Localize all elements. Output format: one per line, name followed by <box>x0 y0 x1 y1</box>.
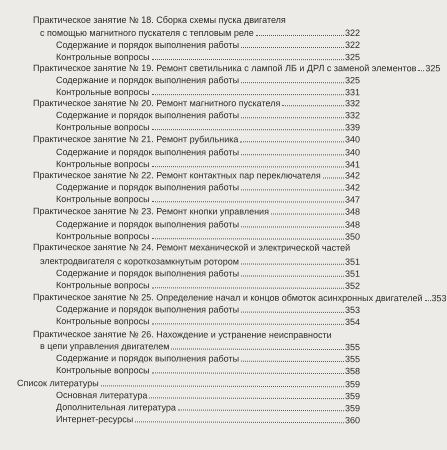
toc-entry-page: 348 <box>344 219 361 230</box>
toc-entry <box>33 329 332 341</box>
toc-entry <box>56 304 360 316</box>
dot-leader <box>178 409 344 412</box>
dot-leader <box>241 153 344 155</box>
toc-entry-title: Практическое занятие № 21. Ремонт рубильника <box>33 134 239 145</box>
dot-leader <box>241 311 344 313</box>
dot-leader <box>240 140 344 142</box>
toc-entry-page: 322 <box>344 28 361 39</box>
toc-entry-title: Основная литература <box>56 390 148 401</box>
toc-entry <box>40 28 360 39</box>
toc-entry-page: 351 <box>344 256 361 267</box>
toc-entry-page: 358 <box>344 366 361 377</box>
toc-entry-title: Контрольные вопросы <box>56 231 150 242</box>
dot-leader <box>152 237 344 239</box>
toc-entry-page: 342 <box>344 182 361 193</box>
toc-entry-page: 350 <box>344 231 361 242</box>
toc-entry <box>56 87 360 98</box>
toc-entry-page: 322 <box>344 40 361 51</box>
dot-leader <box>418 69 424 71</box>
dot-leader <box>241 263 344 265</box>
toc-entry-title: Содержание и порядок выполнения работы <box>56 353 240 364</box>
toc-entry <box>56 390 360 402</box>
toc-entry-title: Дополнительная литература <box>56 402 176 413</box>
toc-entry-title: электродвигателя с короткозамкнутым ротором <box>40 256 239 267</box>
dot-leader <box>256 34 344 36</box>
toc-entry-title: Практическое занятие № 18. Сборка схемы пуска двигателя <box>33 15 286 25</box>
toc-entry-title: Контрольные вопросы <box>56 316 150 327</box>
dot-leader <box>152 128 344 130</box>
dot-leader <box>241 81 344 83</box>
toc-entry <box>33 242 350 254</box>
dot-leader <box>171 347 344 350</box>
dot-leader <box>241 188 344 190</box>
toc-entry-page: 331 <box>344 87 361 98</box>
toc-entry-title: Содержание и порядок выполнения работы <box>56 304 240 315</box>
toc-entry-title: Практическое занятие № 26. Нахождение и устранение неисправности <box>33 329 332 340</box>
toc-entry-page: 340 <box>344 134 361 145</box>
toc-entry <box>56 147 360 158</box>
toc-entry-page: 325 <box>425 63 441 74</box>
toc-entry-title: Содержание и порядок выполнения работы <box>56 40 240 51</box>
toc-entry-page: 340 <box>344 147 361 158</box>
toc-entry-page: 325 <box>344 75 361 86</box>
toc-entry <box>33 170 360 182</box>
dot-leader <box>152 58 344 60</box>
toc-entry-title: Практическое занятие № 23. Ремонт кнопки управления <box>33 206 269 217</box>
toc-entry <box>56 231 360 243</box>
toc-entry <box>17 378 360 390</box>
dot-leader <box>241 116 344 118</box>
toc-entry <box>33 292 447 304</box>
toc-entry <box>33 206 360 218</box>
toc-entry-title: Практическое занятие № 22. Ремонт контактных пар переключателя <box>33 170 321 181</box>
toc-entry-title: Содержание и порядок выполнения работы <box>56 182 240 193</box>
toc-entry-title: Контрольные вопросы <box>56 52 150 63</box>
toc-entry-title: Контрольные вопросы <box>56 159 150 170</box>
dot-leader <box>152 200 344 202</box>
toc-entry-page: 339 <box>344 122 361 133</box>
toc-entry <box>56 194 360 206</box>
toc-entry-title: Содержание и порядок выполнения работы <box>56 268 240 279</box>
toc-entry <box>33 134 360 145</box>
toc-entry <box>56 280 360 292</box>
toc-entry <box>56 414 360 426</box>
toc-entry-page: 341 <box>344 159 361 170</box>
dot-leader <box>149 396 344 399</box>
dot-leader <box>152 322 344 325</box>
toc-entry <box>56 365 360 377</box>
toc-entry-title: Контрольные вопросы <box>56 194 150 205</box>
toc-entry-title: Содержание и порядок выполнения работы <box>56 75 240 86</box>
dot-leader <box>101 384 344 387</box>
dot-leader <box>152 286 344 289</box>
toc-entry-page: 347 <box>344 194 361 205</box>
toc-entry <box>40 341 360 353</box>
toc-entry-page: 332 <box>344 98 361 109</box>
toc-entry <box>40 256 360 268</box>
dot-leader <box>152 165 344 167</box>
toc-entry-title: Содержание и порядок выполнения работы <box>56 219 240 230</box>
toc-entry <box>56 52 360 63</box>
toc-entry <box>56 182 360 194</box>
toc-entry-title: с помощью магнитного пускателя с тепловым реле <box>40 28 254 39</box>
toc-entry-page: 353 <box>431 293 447 304</box>
toc-entry-title: Практическое занятие № 24. Ремонт механической и электрической частей <box>33 242 351 253</box>
toc-entry <box>56 219 360 231</box>
toc-entry-title: Контрольные вопросы <box>56 280 150 291</box>
toc-entry-page: 359 <box>344 391 361 402</box>
toc-entry-title: Практическое занятие № 20. Ремонт магнитного пускателя <box>33 98 281 109</box>
toc-entry-title: Контрольные вопросы <box>56 87 150 98</box>
dot-leader <box>241 274 344 276</box>
dot-leader <box>282 104 344 106</box>
toc-entry <box>56 316 360 328</box>
toc-entry-page: 348 <box>344 206 361 217</box>
toc-entry-page: 352 <box>344 280 361 291</box>
toc-entry <box>56 75 360 86</box>
dot-leader <box>135 420 344 423</box>
toc-entry-title: Практическое занятие № 19. Ремонт светильника с лампой ЛБ и ДРЛ с заменой элементов <box>33 63 417 74</box>
toc-entry-page: 359 <box>344 379 361 390</box>
toc-entry-title: в цепи управления двигателем <box>40 341 170 352</box>
toc-entry-title: Содержание и порядок выполнения работы <box>56 110 240 121</box>
toc-entry <box>56 353 360 365</box>
toc-entry-page: 353 <box>344 304 361 315</box>
toc-entry <box>56 40 360 51</box>
toc-entry <box>33 15 286 26</box>
toc-entry <box>56 268 360 280</box>
toc-entry-page: 351 <box>344 268 361 279</box>
toc-entry-title: Контрольные вопросы <box>56 365 150 376</box>
dot-leader <box>152 371 344 374</box>
toc-entry-page: 342 <box>344 170 361 181</box>
toc-entry-title: Практическое занятие № 25. Определение начал и концов обмоток асинхронных двигателей <box>33 292 423 304</box>
toc-entry <box>56 402 360 414</box>
toc-entry-page: 360 <box>344 415 361 426</box>
toc-entry-title: Список литературы <box>17 378 99 389</box>
dot-leader <box>425 299 431 301</box>
toc-entry-page: 355 <box>344 354 361 365</box>
dot-leader <box>323 177 344 179</box>
toc-entry <box>33 98 360 109</box>
dot-leader <box>271 212 344 214</box>
toc-entry <box>56 110 360 121</box>
toc-entry-page: 354 <box>344 316 361 327</box>
toc-entry-title: Интернет-ресурсы <box>56 414 134 425</box>
toc-entry-title: Содержание и порядок выполнения работы <box>56 147 240 158</box>
toc-entry-page: 325 <box>344 52 361 63</box>
dot-leader <box>152 93 344 95</box>
toc-entry <box>33 63 441 74</box>
toc-entry <box>56 159 360 170</box>
dot-leader <box>241 225 344 227</box>
dot-leader <box>241 46 344 48</box>
toc-entry <box>56 122 360 133</box>
toc-entry-page: 359 <box>344 403 361 414</box>
toc-entry-page: 332 <box>344 110 361 121</box>
toc-entry-title: Контрольные вопросы <box>56 122 150 133</box>
dot-leader <box>241 360 344 362</box>
toc-entry-page: 355 <box>344 342 361 353</box>
